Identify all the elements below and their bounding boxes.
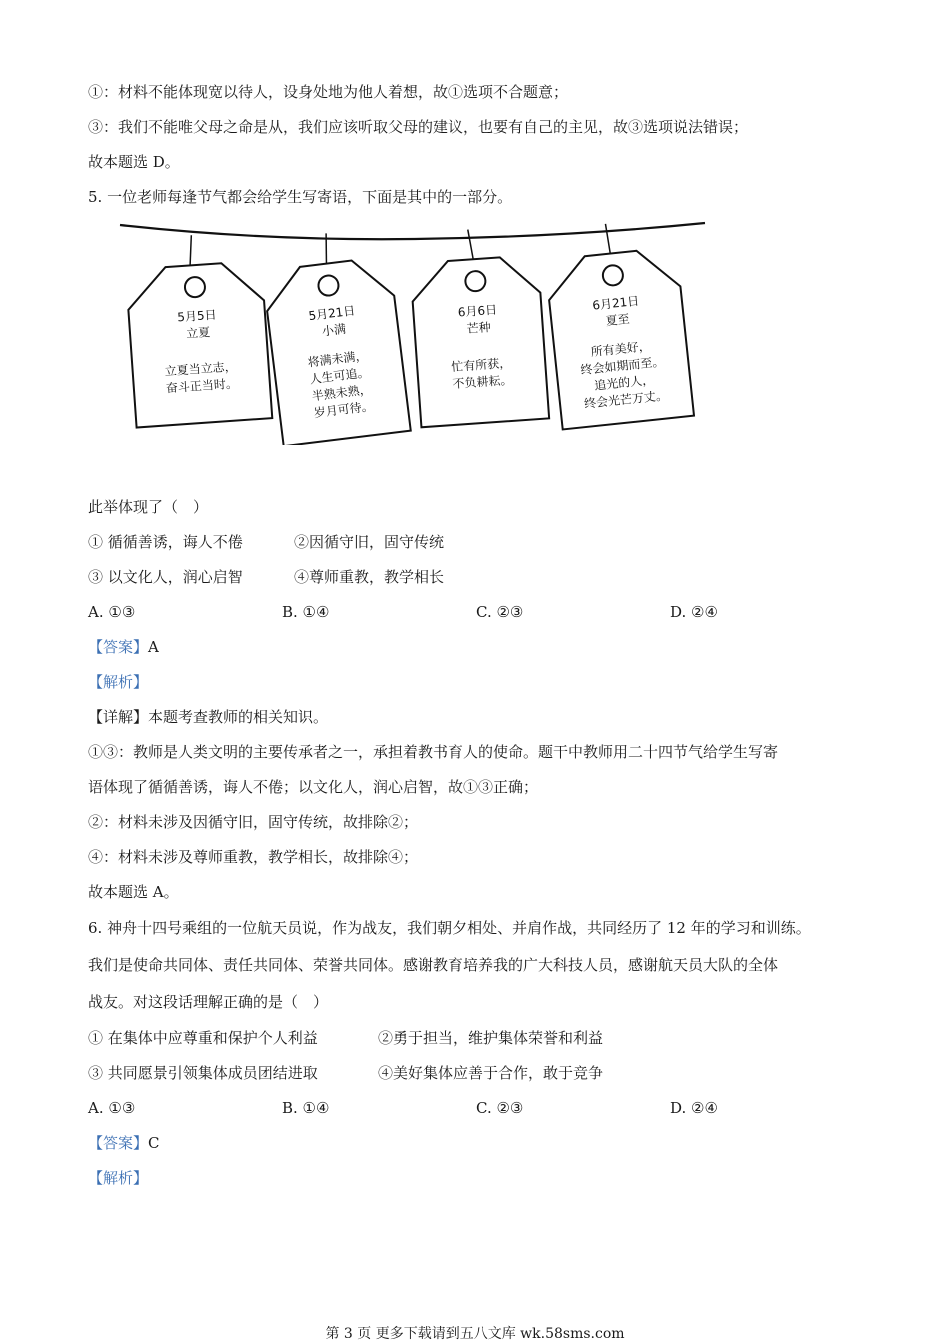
detail-text: 本题考查教师的相关知识。 (148, 708, 329, 726)
tag-mangzhong-date: 6月6日 (457, 302, 498, 320)
tag-lixia-text2: 奋斗正当时。 (165, 376, 239, 396)
tag-xiazhi-text2: 终会如期而至。 (579, 354, 665, 378)
question-5-prompt: 此举体现了（ ） (88, 498, 209, 516)
explanation-line: 语体现了循循善诱，诲人不倦；以文化人，润心启智，故①③正确； (88, 778, 539, 796)
tag-xiaoman-text3: 半熟未熟， (310, 382, 373, 404)
statement-2: ②勇于担当，维护集体荣誉和利益 (378, 1029, 604, 1047)
question-5-stem: 5. 一位老师每逢节气都会给学生写寄语，下面是其中的一部分。 (88, 188, 513, 206)
tag-xiaoman-date: 5月21日 (307, 303, 357, 324)
text-line: ①：材料不能体现宽以待人，设身处地为他人着想，故①选项不合题意； (88, 83, 569, 101)
tag-mangzhong (408, 225, 549, 427)
explanation-line: ④：材料未涉及尊师重教，教学相长，故排除④； (88, 848, 419, 866)
statement-4: ④尊师重教，教学相长 (294, 568, 445, 586)
tag-xiazhi-text4: 终会光芒万丈。 (583, 388, 669, 412)
tag-xiazhi-term: 夏至 (604, 311, 631, 329)
tag-lixia-text1: 立夏当立志， (164, 359, 238, 379)
option-a: A. ①③ (88, 603, 136, 621)
explanation-line: ②：材料未涉及因循守旧，固守传统，故排除②； (88, 813, 419, 831)
tag-lixia-date: 5月5日 (176, 307, 218, 325)
tag-xiazhi (542, 217, 694, 430)
tag-mangzhong-term: 芒种 (466, 320, 492, 336)
analysis-label: 【解析】 (88, 673, 149, 691)
statement-3: ③ 共同愿景引领集体成员团结进取 (88, 1064, 318, 1082)
answer-row (88, 1133, 160, 1153)
option-b: B. ①④ (282, 1099, 330, 1117)
tag-xiazhi-text3: 追光的人， (593, 372, 655, 393)
answer-value: A (148, 638, 159, 656)
tag-mangzhong-text1: 忙有所获， (450, 355, 512, 375)
answer-label: 【答案】 (88, 638, 149, 656)
option-b: B. ①④ (282, 603, 330, 621)
tag-xiaoman-text2: 人生可追。 (308, 365, 371, 387)
solar-term-tags-illustration (115, 215, 715, 445)
tag-xiazhi-text1: 所有美好， (590, 338, 652, 360)
answer-label: 【答案】 (88, 1134, 149, 1152)
option-d: D. ②④ (670, 1099, 718, 1117)
statement-1: ① 在集体中应尊重和保护个人利益 (88, 1029, 318, 1047)
tag-xiaoman-text4: 岁月可待。 (313, 398, 375, 421)
analysis-label: 【解析】 (88, 1169, 149, 1187)
tag-xiaoman-text1: 将满未满， (306, 348, 369, 370)
option-c: C. ②③ (476, 603, 524, 621)
option-d: D. ②④ (670, 603, 718, 621)
tag-lixia-term: 立夏 (185, 325, 211, 341)
detail-row (88, 707, 328, 727)
tag-xiazhi-date: 6月21日 (591, 293, 640, 313)
tag-mangzhong-text2: 不负耕耘。 (452, 372, 513, 391)
answer-row (88, 637, 159, 657)
text-line: ③：我们不能唯父母之命是从，我们应该听取父母的建议，也要有自己的主见，故③选项说法错误； (88, 118, 749, 136)
answer-value: C (148, 1134, 160, 1152)
question-6-stem: 6. 神舟十四号乘组的一位航天员说，作为战友，我们朝夕相处、并肩作战，共同经历了 12 年的学习和训练。 (88, 919, 811, 937)
text-line: 故本题选 D。 (88, 153, 180, 171)
question-6-stem: 我们是使命共同体、责任共同体、荣誉共同体。感谢教育培养我的广大科技人员，感谢航天员大队的全体 (88, 956, 779, 974)
statement-4: ④美好集体应善于合作，敢于竞争 (378, 1064, 604, 1082)
option-c: C. ②③ (476, 1099, 524, 1117)
statement-2: ②因循守旧，固守传统 (294, 533, 445, 551)
tag-lixia (123, 231, 272, 428)
explanation-line: 故本题选 A。 (88, 883, 179, 901)
tag-xiaoman-term: 小满 (321, 321, 347, 339)
tag-xiaoman (259, 226, 411, 445)
statement-1: ① 循循善诱，诲人不倦 (88, 533, 243, 551)
detail-label: 【详解】 (88, 708, 149, 726)
page-footer: 第 3 页 更多下载请到五八文库 wk.58sms.com (325, 1326, 625, 1342)
statement-3: ③ 以文化人，润心启智 (88, 568, 243, 586)
explanation-line: ①③：教师是人类文明的主要传承者之一，承担着教书育人的使命。题干中教师用二十四节气给学生写寄 (88, 743, 779, 761)
option-a: A. ①③ (88, 1099, 136, 1117)
question-6-stem: 战友。对这段话理解正确的是（ ） (88, 993, 329, 1011)
